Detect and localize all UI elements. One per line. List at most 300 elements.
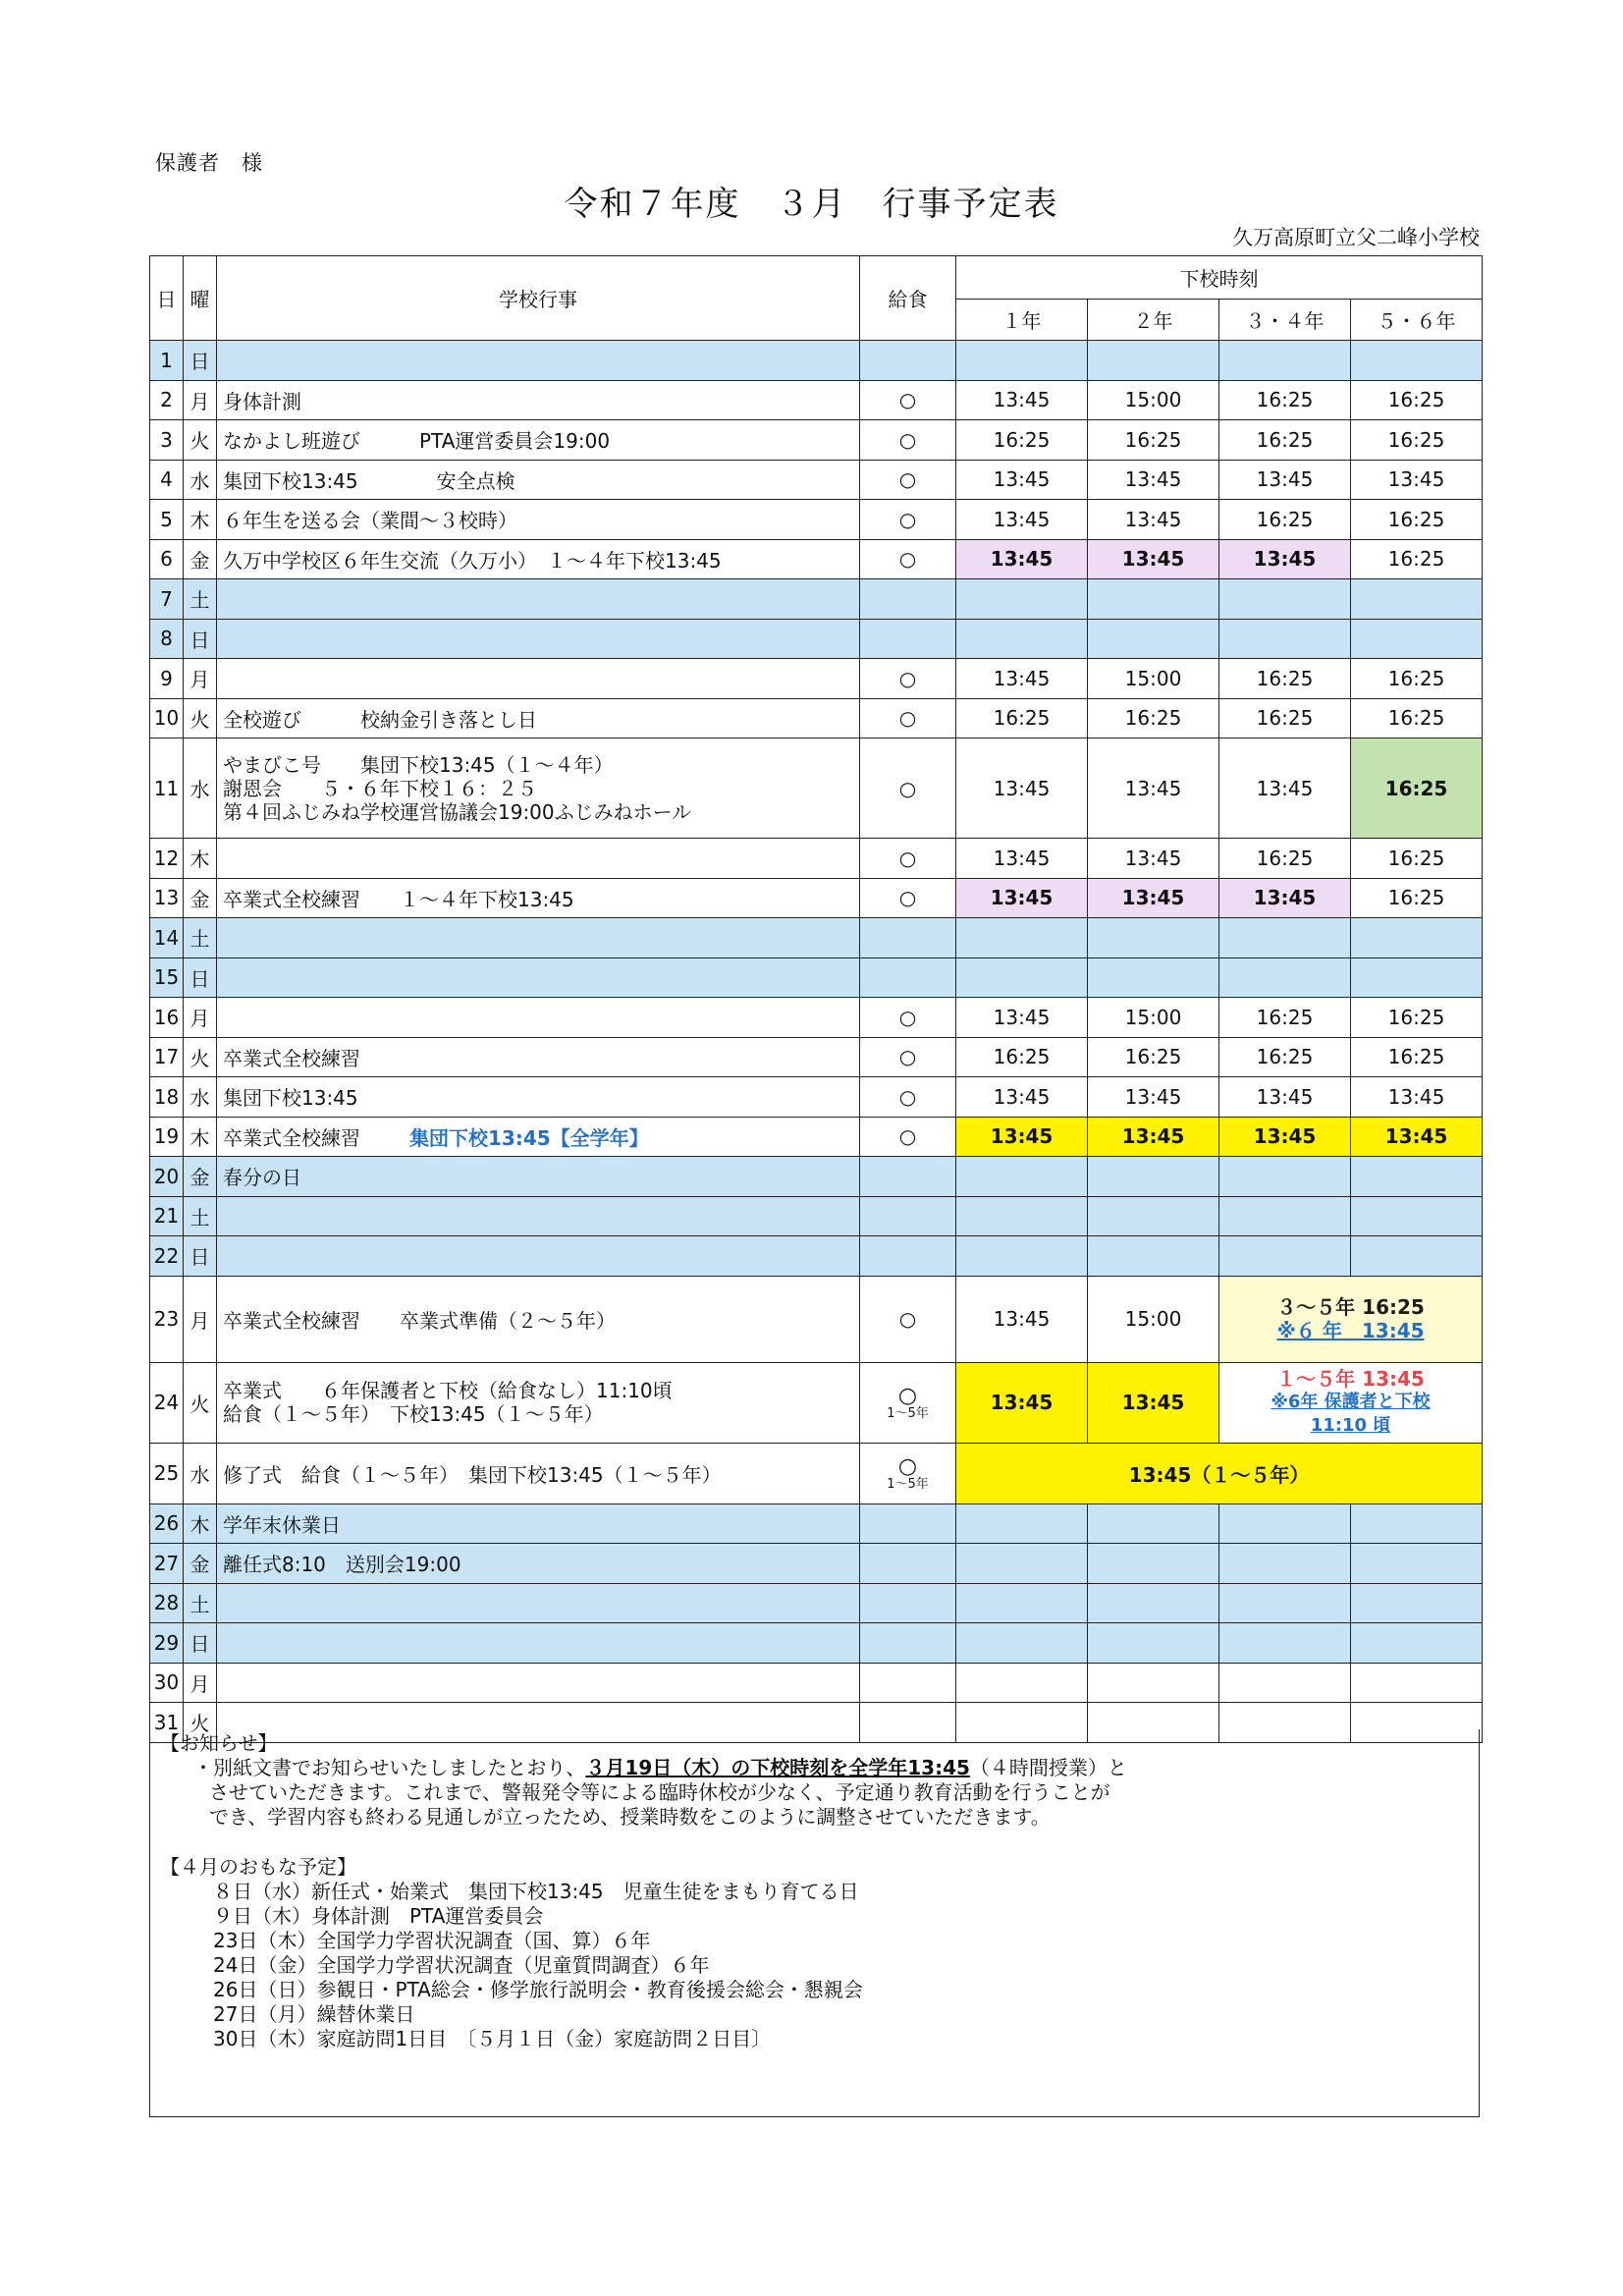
lunch-cell <box>860 1362 956 1443</box>
event-cell: 身体計測 <box>217 380 860 420</box>
weekday-cell: 木 <box>184 500 217 540</box>
dismissal-grade2: 16:25 <box>1088 698 1219 738</box>
dismissal-grade34: 16:25 <box>1219 380 1351 420</box>
dismissal-grade1: 13:45 <box>956 539 1088 579</box>
dismissal-grade34 <box>1219 1196 1351 1236</box>
weekday-cell: 火 <box>184 1037 217 1077</box>
dismissal-grade1: 13:45 <box>956 460 1088 500</box>
day-cell: 15 <box>150 957 184 998</box>
dismissal-grade56: 16:25 <box>1351 738 1483 839</box>
event-cell <box>217 998 860 1038</box>
table-row <box>150 918 1483 958</box>
lunch-note: 1～5年 <box>887 1477 929 1492</box>
lunch-mark: ○ <box>897 1454 918 1479</box>
dismissal-grade1 <box>956 1196 1088 1236</box>
day-cell: 21 <box>150 1196 184 1236</box>
dismissal-grade1: 13:45 <box>956 500 1088 540</box>
table-row <box>150 1037 1483 1077</box>
dismissal-grade34 <box>1219 1544 1351 1584</box>
day-cell: 8 <box>150 619 184 659</box>
dismissal-grade56 <box>1351 1196 1483 1236</box>
day-cell: 11 <box>150 738 184 839</box>
dismissal-note-1: １～５年 13:45 <box>1276 1367 1425 1391</box>
dismissal-grade56: 13:45 <box>1351 1077 1483 1118</box>
day-cell: 25 <box>150 1443 184 1503</box>
dismissal-grade56 <box>1351 579 1483 620</box>
dismissal-grade2 <box>1088 1544 1219 1584</box>
dismissal-grade56: 16:25 <box>1351 839 1483 879</box>
lunch-cell: ○ <box>860 1276 956 1362</box>
dismissal-grade1: 13:45 <box>956 380 1088 420</box>
dismissal-grade34: 13:45 <box>1219 738 1351 839</box>
dismissal-grade34 <box>1219 1663 1351 1703</box>
table-row <box>150 1196 1483 1236</box>
day-cell: 9 <box>150 659 184 699</box>
event-cell: 春分の日 <box>217 1157 860 1197</box>
notice-heading: 【お知らせ】 <box>160 1731 278 1755</box>
dismissal-grade2 <box>1088 957 1219 998</box>
table-row <box>150 839 1483 879</box>
header-grade1: １年 <box>956 300 1088 341</box>
table-row <box>150 1362 1483 1443</box>
lunch-cell <box>860 1583 956 1623</box>
weekday-cell: 月 <box>184 659 217 699</box>
dismissal-grade1 <box>956 1623 1088 1664</box>
dismissal-grade1 <box>956 341 1088 381</box>
dismissal-grade2 <box>1088 579 1219 620</box>
event-cell: 卒業式全校練習 卒業式準備（２～５年） <box>217 1276 860 1362</box>
dismissal-grade1: 13:45 <box>956 1077 1088 1118</box>
table-row <box>150 1503 1483 1544</box>
weekday-cell: 水 <box>184 1443 217 1503</box>
dismissal-grade56 <box>1351 1236 1483 1277</box>
dismissal-note-2: ※６ 年 13:45 <box>1276 1319 1425 1342</box>
dismissal-grade34: 13:45 <box>1219 1117 1351 1157</box>
dismissal-grade2 <box>1088 341 1219 381</box>
header-weekday: 曜 <box>184 256 217 341</box>
event-line: やまびこ号 集団下校13:45（１～４年） <box>223 752 614 777</box>
dismissal-grade56 <box>1351 1157 1483 1197</box>
dismissal-grade34: 13:45 <box>1219 878 1351 918</box>
notices-section <box>149 1729 1480 2117</box>
dismissal-grade1: 16:25 <box>956 420 1088 461</box>
dismissal-grade34 <box>1219 1157 1351 1197</box>
event-cell <box>217 957 860 998</box>
header-grade34: ３・４年 <box>1219 300 1351 341</box>
lunch-cell <box>860 1443 956 1503</box>
april-item: 24日（金）全国学力学習状況調査（児童質問調査）６年 <box>213 1953 710 1977</box>
table-row <box>150 500 1483 540</box>
dismissal-grade1 <box>956 918 1088 958</box>
weekday-cell: 月 <box>184 1276 217 1362</box>
dismissal-grade56: 16:25 <box>1351 380 1483 420</box>
dismissal-grade1: 16:25 <box>956 1037 1088 1077</box>
weekday-cell: 木 <box>184 839 217 879</box>
table-row <box>150 579 1483 620</box>
dismissal-grade2: 15:00 <box>1088 659 1219 699</box>
event-cell <box>217 659 860 699</box>
event-line: 謝恩会 ５・６年下校１６：２５ <box>223 776 537 800</box>
table-row <box>150 659 1483 699</box>
april-item: 23日（木）全国学力学習状況調査（国、算）６年 <box>213 1929 651 1952</box>
dismissal-grades-3-6 <box>1219 1276 1483 1362</box>
dismissal-grade56 <box>1351 341 1483 381</box>
dismissal-grade56 <box>1351 1663 1483 1703</box>
dismissal-grade56: 16:25 <box>1351 539 1483 579</box>
weekday-cell: 水 <box>184 738 217 839</box>
dismissal-grade34 <box>1219 341 1351 381</box>
lunch-mark: ○ <box>897 1384 918 1408</box>
dismissal-grade34: 13:45 <box>1219 539 1351 579</box>
dismissal-grade2 <box>1088 1196 1219 1236</box>
event-cell <box>217 1663 860 1703</box>
dismissal-grade2 <box>1088 619 1219 659</box>
april-item: 27日（月）繰替休業日 <box>213 2002 415 2026</box>
dismissal-grade1: 13:45 <box>956 1117 1088 1157</box>
dismissal-grade2 <box>1088 918 1219 958</box>
dismissal-grade34 <box>1219 1503 1351 1544</box>
dismissal-grade1 <box>956 579 1088 620</box>
table-row <box>150 1157 1483 1197</box>
table-row <box>150 1117 1483 1157</box>
table-row <box>150 878 1483 918</box>
april-item: ９日（木）身体計測 PTA運営委員会 <box>213 1904 544 1928</box>
header-day: 日 <box>150 256 184 341</box>
dismissal-note-1: ３～５年 16:25 <box>1276 1295 1425 1319</box>
dismissal-grade2: 13:45 <box>1088 839 1219 879</box>
dismissal-grade56: 16:25 <box>1351 500 1483 540</box>
weekday-cell: 日 <box>184 341 217 381</box>
event-highlight: 集団下校13:45【全学年】 <box>409 1125 649 1150</box>
lunch-note: 1～5年 <box>887 1406 929 1421</box>
lunch-cell: ○ <box>860 698 956 738</box>
dismissal-grade2: 13:45 <box>1088 539 1219 579</box>
event-cell <box>217 839 860 879</box>
dismissal-grade1: 13:45 <box>956 659 1088 699</box>
dismissal-grade34 <box>1219 1583 1351 1623</box>
dismissal-grade1 <box>956 619 1088 659</box>
event-cell <box>217 1236 860 1277</box>
dismissal-grade1: 13:45 <box>956 1362 1088 1443</box>
day-cell: 18 <box>150 1077 184 1118</box>
header-dismissal: 下校時刻 <box>956 256 1483 300</box>
lunch-cell <box>860 619 956 659</box>
event-cell: 修了式 給食（１～５年） 集団下校13:45（１～５年） <box>217 1443 860 1503</box>
event-text: 卒業式全校練習 <box>223 1125 360 1150</box>
dismissal-grade34: 16:25 <box>1219 698 1351 738</box>
dismissal-grade1: 16:25 <box>956 698 1088 738</box>
lunch-cell <box>860 1503 956 1544</box>
day-cell: 17 <box>150 1037 184 1077</box>
lunch-cell <box>860 957 956 998</box>
dismissal-note-3: 11:10 頃 <box>1310 1415 1391 1436</box>
dismissal-grade56: 16:25 <box>1351 1037 1483 1077</box>
notice-line-3: でき、学習内容も終わる見通しが立ったため、授業時数をこのように調整させていただきます。 <box>209 1805 1051 1829</box>
weekday-cell: 月 <box>184 380 217 420</box>
lunch-cell <box>860 341 956 381</box>
lunch-cell <box>860 1157 956 1197</box>
lunch-cell: ○ <box>860 380 956 420</box>
dismissal-grade2 <box>1088 1503 1219 1544</box>
dismissal-grade56 <box>1351 1623 1483 1664</box>
event-cell <box>217 1196 860 1236</box>
dismissal-grade1 <box>956 957 1088 998</box>
dismissal-grade2: 15:00 <box>1088 998 1219 1038</box>
table-row <box>150 698 1483 738</box>
table-row <box>150 1663 1483 1703</box>
dismissal-grade2: 15:00 <box>1088 380 1219 420</box>
event-cell: 久万中学校区６年生交流（久万小） １～４年下校13:45 <box>217 539 860 579</box>
table-row <box>150 1236 1483 1277</box>
weekday-cell: 火 <box>184 1362 217 1443</box>
dismissal-grade34 <box>1219 1623 1351 1664</box>
lunch-cell: ○ <box>860 500 956 540</box>
day-cell: 4 <box>150 460 184 500</box>
lunch-cell: ○ <box>860 539 956 579</box>
weekday-cell: 土 <box>184 1583 217 1623</box>
dismissal-grade56 <box>1351 1503 1483 1544</box>
event-cell <box>217 1117 860 1157</box>
day-cell: 5 <box>150 500 184 540</box>
dismissal-grade34 <box>1219 1236 1351 1277</box>
april-item: 26日（日）参観日・PTA総会・修学旅行説明会・教育後援会総会・懇親会 <box>213 1978 863 2001</box>
table-row <box>150 1443 1483 1503</box>
day-cell: 16 <box>150 998 184 1038</box>
dismissal-grade34 <box>1219 579 1351 620</box>
school-name: 久万高原町立父二峰小学校 <box>1232 226 1480 249</box>
day-cell: 24 <box>150 1362 184 1443</box>
day-cell: 2 <box>150 380 184 420</box>
dismissal-grade34 <box>1219 957 1351 998</box>
header-event: 学校行事 <box>217 256 860 341</box>
event-cell <box>217 1583 860 1623</box>
table-row <box>150 1583 1483 1623</box>
weekday-cell: 火 <box>184 698 217 738</box>
table-row <box>150 1077 1483 1118</box>
lunch-cell: ○ <box>860 998 956 1038</box>
event-cell: 全校遊び 校納金引き落とし日 <box>217 698 860 738</box>
event-cell: 離任式8:10 送別会19:00 <box>217 1544 860 1584</box>
dismissal-grade2: 16:25 <box>1088 1037 1219 1077</box>
dismissal-grade56 <box>1351 1544 1483 1584</box>
dismissal-grade56 <box>1351 1583 1483 1623</box>
dismissal-grade56: 16:25 <box>1351 698 1483 738</box>
greeting: 保護者 様 <box>155 151 263 175</box>
weekday-cell: 日 <box>184 1623 217 1664</box>
april-list <box>160 1880 1469 2051</box>
table-row <box>150 957 1483 998</box>
day-cell: 6 <box>150 539 184 579</box>
event-line: 給食（１～５年） 下校13:45（１～５年） <box>223 1402 604 1426</box>
lunch-cell: ○ <box>860 1037 956 1077</box>
weekday-cell: 水 <box>184 1077 217 1118</box>
weekday-cell: 土 <box>184 918 217 958</box>
dismissal-grade56 <box>1351 619 1483 659</box>
notice-text-c: （４時間授業）と <box>969 1756 1127 1779</box>
event-cell: ６年生を送る会（業間～３校時） <box>217 500 860 540</box>
event-cell <box>217 341 860 381</box>
weekday-cell: 金 <box>184 1157 217 1197</box>
lunch-cell: ○ <box>860 659 956 699</box>
lunch-cell: ○ <box>860 738 956 839</box>
lunch-cell: ○ <box>860 878 956 918</box>
day-cell: 19 <box>150 1117 184 1157</box>
dismissal-grade56: 16:25 <box>1351 659 1483 699</box>
lunch-cell <box>860 918 956 958</box>
day-cell: 13 <box>150 878 184 918</box>
event-cell <box>217 1362 860 1443</box>
table-row <box>150 998 1483 1038</box>
dismissal-grade56 <box>1351 957 1483 998</box>
weekday-cell: 月 <box>184 1663 217 1703</box>
day-cell: 14 <box>150 918 184 958</box>
lunch-cell <box>860 1544 956 1584</box>
dismissal-grade1 <box>956 1663 1088 1703</box>
dismissal-grade34: 16:25 <box>1219 998 1351 1038</box>
table-row <box>150 420 1483 461</box>
dismissal-grade2: 13:45 <box>1088 1117 1219 1157</box>
dismissal-grade1 <box>956 1544 1088 1584</box>
table-row <box>150 539 1483 579</box>
day-cell: 31 <box>150 1703 184 1743</box>
dismissal-grade2 <box>1088 1236 1219 1277</box>
day-cell: 1 <box>150 341 184 381</box>
table-row <box>150 738 1483 839</box>
dismissal-grade34: 13:45 <box>1219 1077 1351 1118</box>
weekday-cell: 月 <box>184 998 217 1038</box>
dismissal-grades-3-6 <box>1219 1362 1483 1443</box>
lunch-cell: ○ <box>860 460 956 500</box>
event-cell: 卒業式全校練習 <box>217 1037 860 1077</box>
weekday-cell: 日 <box>184 957 217 998</box>
lunch-cell: ○ <box>860 1077 956 1118</box>
table-row <box>150 460 1483 500</box>
dismissal-grade56: 13:45 <box>1351 460 1483 500</box>
lunch-cell <box>860 1623 956 1664</box>
april-item: 30日（木）家庭訪問1日目 〔５月１日（金）家庭訪問２日目〕 <box>213 2027 772 2050</box>
event-line: 第４回ふじみね学校運営協議会19:00ふじみねホール <box>223 799 692 824</box>
weekday-cell: 日 <box>184 619 217 659</box>
dismissal-grade56 <box>1351 918 1483 958</box>
dismissal-grade34 <box>1219 619 1351 659</box>
page-title: 令和７年度 ３月 行事予定表 <box>564 185 1059 224</box>
weekday-cell: 土 <box>184 1196 217 1236</box>
dismissal-grade2: 13:45 <box>1088 1077 1219 1118</box>
weekday-cell: 金 <box>184 878 217 918</box>
dismissal-grade1 <box>956 1157 1088 1197</box>
lunch-cell: ○ <box>860 1117 956 1157</box>
dismissal-all-grades: 13:45（１～５年） <box>956 1443 1483 1503</box>
header-grade56: ５・６年 <box>1351 300 1483 341</box>
dismissal-grade34 <box>1219 918 1351 958</box>
dismissal-grade1 <box>956 1583 1088 1623</box>
dismissal-grade1: 13:45 <box>956 998 1088 1038</box>
header-grade2: ２年 <box>1088 300 1219 341</box>
april-item: ８日（水）新任式・始業式 集団下校13:45 児童生徒をまもり育てる日 <box>213 1880 859 1903</box>
dismissal-note-2: ※6年 保護者と下校 <box>1271 1392 1431 1412</box>
dismissal-grade1 <box>956 1236 1088 1277</box>
event-cell <box>217 918 860 958</box>
dismissal-grade34: 13:45 <box>1219 460 1351 500</box>
table-row <box>150 341 1483 381</box>
header-lunch: 給食 <box>860 256 956 341</box>
dismissal-grade56: 13:45 <box>1351 1117 1483 1157</box>
dismissal-grade34: 16:25 <box>1219 839 1351 879</box>
dismissal-grade1: 13:45 <box>956 878 1088 918</box>
day-cell: 23 <box>150 1276 184 1362</box>
dismissal-grade2: 13:45 <box>1088 1362 1219 1443</box>
lunch-cell <box>860 1196 956 1236</box>
event-cell: 集団下校13:45 安全点検 <box>217 460 860 500</box>
dismissal-grade1: 13:45 <box>956 839 1088 879</box>
day-cell: 10 <box>150 698 184 738</box>
dismissal-grade2: 13:45 <box>1088 500 1219 540</box>
day-cell: 27 <box>150 1544 184 1584</box>
dismissal-grade2 <box>1088 1623 1219 1664</box>
table-row <box>150 1276 1483 1362</box>
weekday-cell: 木 <box>184 1503 217 1544</box>
event-line: 卒業式 ６年保護者と下校（給食なし）11:10頃 <box>223 1379 673 1402</box>
event-cell: 集団下校13:45 <box>217 1077 860 1118</box>
day-cell: 30 <box>150 1663 184 1703</box>
dismissal-grade2 <box>1088 1157 1219 1197</box>
dismissal-grade2 <box>1088 1663 1219 1703</box>
schedule-table <box>149 255 1483 1743</box>
dismissal-grade34: 16:25 <box>1219 500 1351 540</box>
dismissal-grade34: 16:25 <box>1219 659 1351 699</box>
dismissal-grade2: 16:25 <box>1088 420 1219 461</box>
dismissal-grade2: 13:45 <box>1088 738 1219 839</box>
dismissal-grade2: 15:00 <box>1088 1276 1219 1362</box>
dismissal-grade56: 16:25 <box>1351 878 1483 918</box>
notice-text-a: ・別紙文書でお知らせいたしましたとおり、 <box>193 1756 586 1779</box>
event-cell <box>217 619 860 659</box>
weekday-cell: 木 <box>184 1117 217 1157</box>
notice-line-2: させていただきます。これまで、警報発令等による臨時休校が少なく、予定通り教育活動を行うことが <box>209 1780 1110 1804</box>
dismissal-grade2: 13:45 <box>1088 878 1219 918</box>
table-row <box>150 619 1483 659</box>
table-row <box>150 1544 1483 1584</box>
weekday-cell: 火 <box>184 420 217 461</box>
event-cell: 学年末休業日 <box>217 1503 860 1544</box>
lunch-cell <box>860 579 956 620</box>
notice-emphasis: ３月19日（木）の下校時刻を全学年13:45 <box>585 1756 970 1779</box>
weekday-cell: 金 <box>184 539 217 579</box>
day-cell: 28 <box>150 1583 184 1623</box>
weekday-cell: 火 <box>184 1703 217 1743</box>
weekday-cell: 日 <box>184 1236 217 1277</box>
dismissal-grade34: 16:25 <box>1219 420 1351 461</box>
april-heading: 【４月のおもな予定】 <box>160 1855 356 1879</box>
dismissal-grade1 <box>956 1503 1088 1544</box>
dismissal-grade56: 16:25 <box>1351 998 1483 1038</box>
dismissal-grade2: 13:45 <box>1088 460 1219 500</box>
event-cell: 卒業式全校練習 １～４年下校13:45 <box>217 878 860 918</box>
table-row <box>150 1623 1483 1664</box>
dismissal-grade1: 13:45 <box>956 738 1088 839</box>
weekday-cell: 土 <box>184 579 217 620</box>
dismissal-grade1: 13:45 <box>956 1276 1088 1362</box>
dismissal-grade2 <box>1088 1583 1219 1623</box>
lunch-cell: ○ <box>860 839 956 879</box>
day-cell: 26 <box>150 1503 184 1544</box>
day-cell: 29 <box>150 1623 184 1664</box>
lunch-cell: ○ <box>860 420 956 461</box>
day-cell: 3 <box>150 420 184 461</box>
weekday-cell: 水 <box>184 460 217 500</box>
lunch-cell <box>860 1236 956 1277</box>
dismissal-grade34: 16:25 <box>1219 1037 1351 1077</box>
